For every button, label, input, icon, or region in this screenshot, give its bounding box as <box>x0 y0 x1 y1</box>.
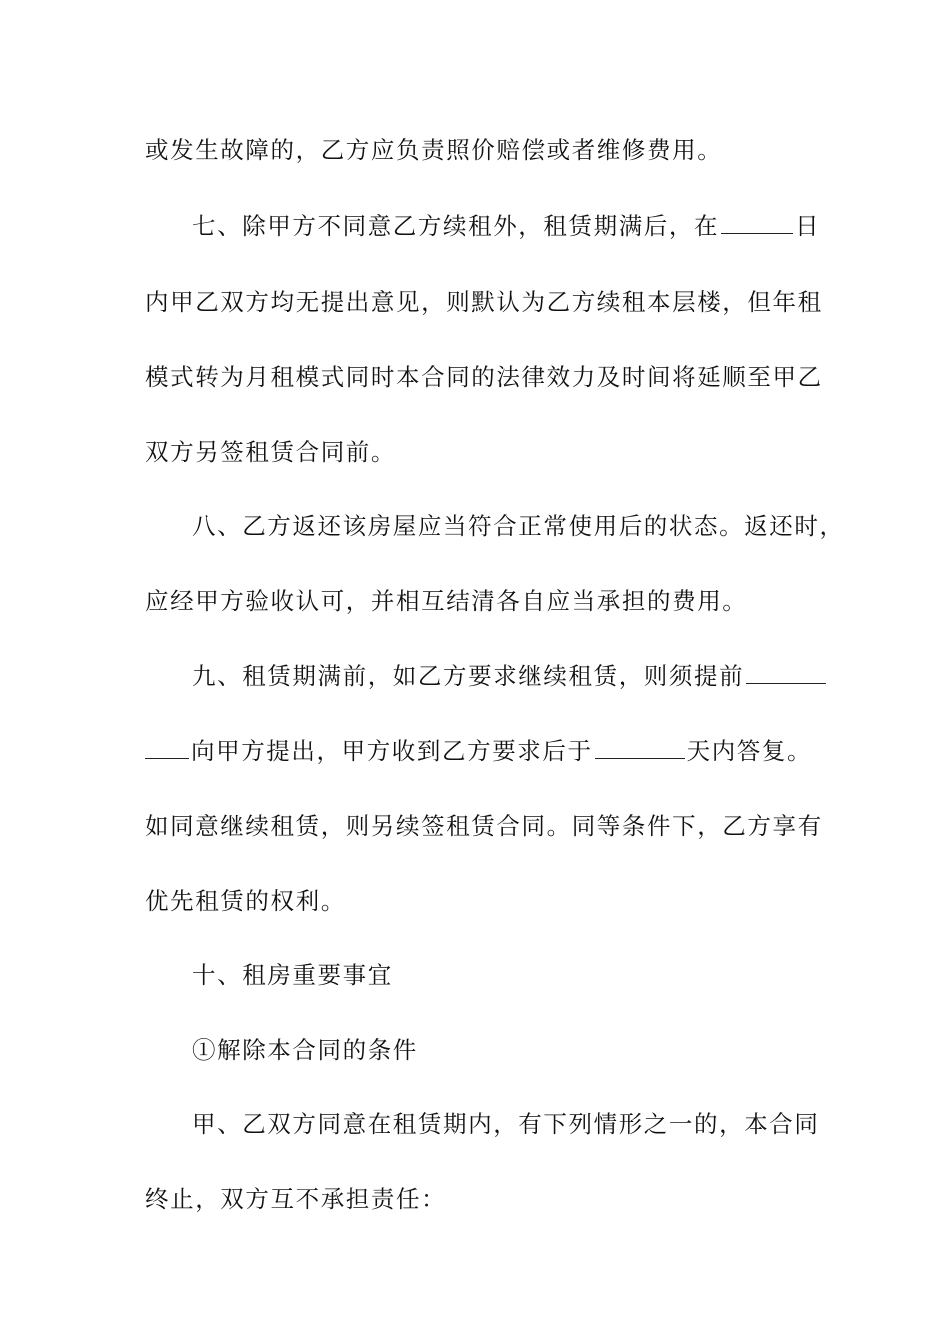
paragraph-line <box>192 1104 820 1144</box>
text-span: ①解除本合同的条件 <box>192 1036 418 1064</box>
clause-10-heading <box>192 955 393 995</box>
text-span: 双方另签租赁合同前。 <box>145 438 396 466</box>
text-span: 甲、乙双方同意在租赁期内，有下列情形之一的，本合同 <box>192 1110 820 1138</box>
text-span: 优先租赁的权利。 <box>145 887 346 915</box>
fill-blank <box>595 732 685 759</box>
text-span: 或发生故障的，乙方应负责照价赔偿或者维修费用。 <box>145 136 723 164</box>
text-span: 向甲方提出，甲方收到乙方要求后于 <box>191 737 593 765</box>
paragraph-line <box>145 731 812 771</box>
text-span: 八、乙方返还该房屋应当符合正常使用后的状态。返还时， <box>192 512 845 540</box>
paragraph-line <box>145 130 722 170</box>
paragraph-line <box>145 357 823 397</box>
text-span: 七、除甲方不同意乙方续租外，租赁期满后，在 <box>192 212 720 240</box>
fill-blank <box>721 207 793 234</box>
text-span: 应经甲方验收认可，并相互结清各自应当承担的费用。 <box>145 587 748 615</box>
clause-9-line <box>192 656 828 696</box>
text-span: 日 <box>795 212 821 240</box>
sub-item-heading <box>192 1030 418 1070</box>
text-span: 天内答复。 <box>686 737 813 765</box>
text-span: 十、租房重要事宜 <box>192 961 393 989</box>
paragraph-line <box>145 432 396 472</box>
text-span: 如同意继续租赁，则另续签租赁合同。同等条件下，乙方享有 <box>145 812 823 840</box>
fill-blank <box>746 657 826 684</box>
text-span: 终止，双方互不承担责任： <box>145 1185 447 1213</box>
text-span: 九、租赁期满前，如乙方要求继续租赁，则须提前 <box>192 662 745 690</box>
paragraph-line <box>145 1179 446 1219</box>
clause-7-line <box>192 206 820 246</box>
fill-blank <box>145 732 189 759</box>
paragraph-line <box>145 806 823 846</box>
paragraph-line <box>145 881 346 921</box>
clause-8-line <box>192 506 845 546</box>
text-span: 内甲乙双方均无提出意见，则默认为乙方续租本层楼，但年租 <box>145 288 823 316</box>
paragraph-line <box>145 282 823 322</box>
paragraph-line <box>145 581 747 621</box>
text-span: 模式转为月租模式同时本合同的法律效力及时间将延顺至甲乙 <box>145 363 823 391</box>
